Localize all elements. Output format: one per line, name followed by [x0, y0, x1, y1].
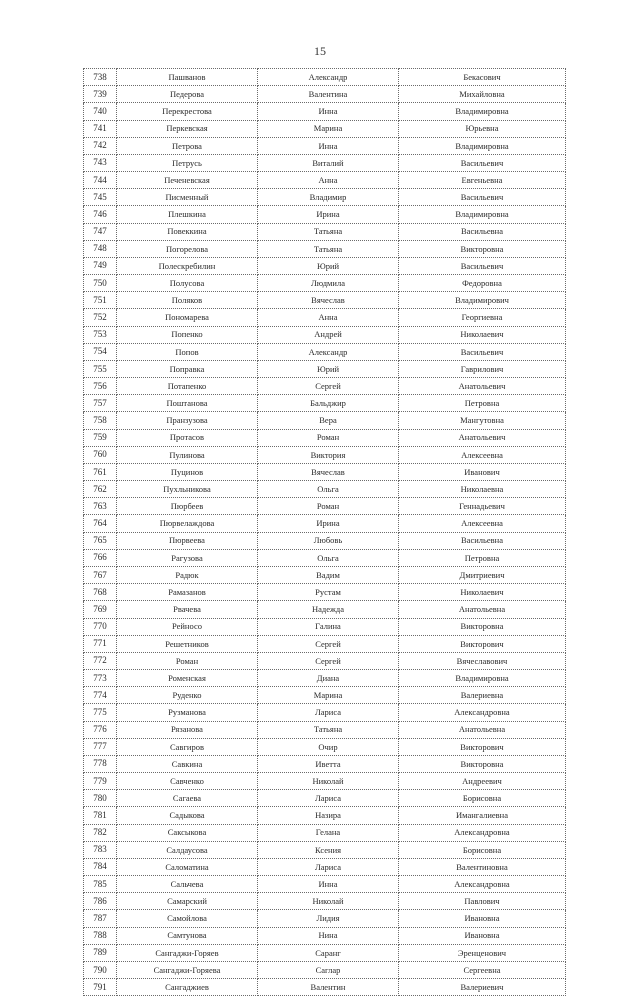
first-name-cell: Владимир: [258, 189, 399, 206]
row-number-cell: 751: [84, 292, 117, 309]
first-name-cell: Ксения: [258, 841, 399, 858]
patronymic-cell: Бекасович: [399, 69, 566, 86]
patronymic-cell: Евгеньевна: [399, 172, 566, 189]
last-name-cell: Поляков: [117, 292, 258, 309]
first-name-cell: Назира: [258, 807, 399, 824]
table-row: [84, 824, 566, 841]
patronymic-cell: Алексеевна: [399, 515, 566, 532]
last-name-cell: Полескребилин: [117, 257, 258, 274]
first-name-cell: Александр: [258, 69, 399, 86]
last-name-cell: Поправка: [117, 360, 258, 377]
row-number-cell: 770: [84, 618, 117, 635]
patronymic-cell: Васильевна: [399, 532, 566, 549]
row-number-cell: 786: [84, 893, 117, 910]
first-name-cell: Анна: [258, 309, 399, 326]
row-number-cell: 760: [84, 446, 117, 463]
first-name-cell: Вячеслав: [258, 463, 399, 480]
first-name-cell: Ирина: [258, 206, 399, 223]
table-row: [84, 189, 566, 206]
row-number-cell: 783: [84, 841, 117, 858]
last-name-cell: Потапенко: [117, 378, 258, 395]
first-name-cell: Виктория: [258, 446, 399, 463]
last-name-cell: Пранзузова: [117, 412, 258, 429]
first-name-cell: Андрей: [258, 326, 399, 343]
patronymic-cell: Вячеславович: [399, 652, 566, 669]
row-number-cell: 775: [84, 704, 117, 721]
table-row: [84, 910, 566, 927]
first-name-cell: Лидия: [258, 910, 399, 927]
first-name-cell: Сергей: [258, 635, 399, 652]
patronymic-cell: Николаевич: [399, 326, 566, 343]
first-name-cell: Инна: [258, 103, 399, 120]
first-name-cell: Валентина: [258, 86, 399, 103]
row-number-cell: 788: [84, 927, 117, 944]
row-number-cell: 738: [84, 69, 117, 86]
patronymic-cell: Александровна: [399, 876, 566, 893]
row-number-cell: 776: [84, 721, 117, 738]
last-name-cell: Плешкина: [117, 206, 258, 223]
patronymic-cell: Эренценович: [399, 944, 566, 961]
table-row: [84, 927, 566, 944]
last-name-cell: Полусова: [117, 275, 258, 292]
first-name-cell: Анна: [258, 172, 399, 189]
table-row: [84, 69, 566, 86]
row-number-cell: 747: [84, 223, 117, 240]
last-name-cell: Решетников: [117, 635, 258, 652]
table-row: [84, 292, 566, 309]
row-number-cell: 752: [84, 309, 117, 326]
table-row: [84, 154, 566, 171]
first-name-cell: Вадим: [258, 566, 399, 583]
first-name-cell: Сергей: [258, 378, 399, 395]
first-name-cell: Очир: [258, 738, 399, 755]
first-name-cell: Александр: [258, 343, 399, 360]
table-row: [84, 412, 566, 429]
patronymic-cell: Николаевич: [399, 584, 566, 601]
row-number-cell: 789: [84, 944, 117, 961]
row-number-cell: 764: [84, 515, 117, 532]
row-number-cell: 765: [84, 532, 117, 549]
first-name-cell: Диана: [258, 670, 399, 687]
patronymic-cell: Анатольевна: [399, 601, 566, 618]
table-row: [84, 790, 566, 807]
table-row: [84, 257, 566, 274]
first-name-cell: Ольга: [258, 481, 399, 498]
row-number-cell: 755: [84, 360, 117, 377]
first-name-cell: Татьяна: [258, 240, 399, 257]
last-name-cell: Самойлова: [117, 910, 258, 927]
row-number-cell: 749: [84, 257, 117, 274]
last-name-cell: Пюрбеев: [117, 498, 258, 515]
last-name-cell: Пуцинов: [117, 463, 258, 480]
page-number: 15: [314, 44, 326, 58]
name-list-table: [83, 68, 566, 996]
last-name-cell: Самтунова: [117, 927, 258, 944]
patronymic-cell: Ивановна: [399, 927, 566, 944]
table-row: [84, 893, 566, 910]
first-name-cell: Любовь: [258, 532, 399, 549]
last-name-cell: Радюк: [117, 566, 258, 583]
first-name-cell: Вера: [258, 412, 399, 429]
last-name-cell: Пухльникова: [117, 481, 258, 498]
patronymic-cell: Викторовна: [399, 618, 566, 635]
first-name-cell: Гелана: [258, 824, 399, 841]
table-row: [84, 738, 566, 755]
row-number-cell: 746: [84, 206, 117, 223]
first-name-cell: Лариса: [258, 858, 399, 875]
patronymic-cell: Валериевна: [399, 687, 566, 704]
last-name-cell: Попенко: [117, 326, 258, 343]
first-name-cell: Лариса: [258, 790, 399, 807]
row-number-cell: 766: [84, 549, 117, 566]
row-number-cell: 757: [84, 395, 117, 412]
row-number-cell: 780: [84, 790, 117, 807]
first-name-cell: Николай: [258, 773, 399, 790]
patronymic-cell: Иванович: [399, 463, 566, 480]
table-row: [84, 240, 566, 257]
patronymic-cell: Владимировна: [399, 103, 566, 120]
first-name-cell: Татьяна: [258, 721, 399, 738]
row-number-cell: 777: [84, 738, 117, 755]
patronymic-cell: Валериевич: [399, 979, 566, 996]
first-name-cell: Надежда: [258, 601, 399, 618]
last-name-cell: Роман: [117, 652, 258, 669]
first-name-cell: Инна: [258, 137, 399, 154]
patronymic-cell: Имангалиевна: [399, 807, 566, 824]
first-name-cell: Вячеслав: [258, 292, 399, 309]
patronymic-cell: Владимировна: [399, 670, 566, 687]
patronymic-cell: Владимировна: [399, 206, 566, 223]
last-name-cell: Сагаева: [117, 790, 258, 807]
patronymic-cell: Викторовна: [399, 755, 566, 772]
patronymic-cell: Владимирович: [399, 292, 566, 309]
patronymic-cell: Андреевич: [399, 773, 566, 790]
row-number-cell: 769: [84, 601, 117, 618]
patronymic-cell: Петровна: [399, 395, 566, 412]
last-name-cell: Пюрвелаждова: [117, 515, 258, 532]
first-name-cell: Лариса: [258, 704, 399, 721]
last-name-cell: Саксыкова: [117, 824, 258, 841]
table-row: [84, 944, 566, 961]
last-name-cell: Педерова: [117, 86, 258, 103]
first-name-cell: Виталий: [258, 154, 399, 171]
last-name-cell: Пюрвеева: [117, 532, 258, 549]
patronymic-cell: Павлович: [399, 893, 566, 910]
row-number-cell: 771: [84, 635, 117, 652]
last-name-cell: Перекрестова: [117, 103, 258, 120]
row-number-cell: 748: [84, 240, 117, 257]
last-name-cell: Садыкова: [117, 807, 258, 824]
table-row: [84, 961, 566, 978]
row-number-cell: 773: [84, 670, 117, 687]
last-name-cell: Писменный: [117, 189, 258, 206]
patronymic-cell: Васильевич: [399, 189, 566, 206]
table-row: [84, 618, 566, 635]
row-number-cell: 744: [84, 172, 117, 189]
first-name-cell: Ирина: [258, 515, 399, 532]
table-row: [84, 532, 566, 549]
table-row: [84, 172, 566, 189]
last-name-cell: Пономарева: [117, 309, 258, 326]
first-name-cell: Роман: [258, 429, 399, 446]
row-number-cell: 784: [84, 858, 117, 875]
patronymic-cell: Викторовна: [399, 240, 566, 257]
table-row: [84, 549, 566, 566]
last-name-cell: Перкевская: [117, 120, 258, 137]
row-number-cell: 740: [84, 103, 117, 120]
patronymic-cell: Гаврилович: [399, 360, 566, 377]
first-name-cell: Рустам: [258, 584, 399, 601]
first-name-cell: Юрий: [258, 257, 399, 274]
first-name-cell: Ольга: [258, 549, 399, 566]
row-number-cell: 754: [84, 343, 117, 360]
patronymic-cell: Михайловна: [399, 86, 566, 103]
table-row: [84, 635, 566, 652]
last-name-cell: Рузманова: [117, 704, 258, 721]
table-row: [84, 858, 566, 875]
last-name-cell: Петрусь: [117, 154, 258, 171]
patronymic-cell: Александровна: [399, 824, 566, 841]
table-row: [84, 979, 566, 996]
row-number-cell: 779: [84, 773, 117, 790]
first-name-cell: Саранг: [258, 944, 399, 961]
last-name-cell: Пулинова: [117, 446, 258, 463]
last-name-cell: Сальчева: [117, 876, 258, 893]
first-name-cell: Галина: [258, 618, 399, 635]
table-row: [84, 360, 566, 377]
row-number-cell: 790: [84, 961, 117, 978]
last-name-cell: Рамазанов: [117, 584, 258, 601]
table-row: [84, 704, 566, 721]
last-name-cell: Погорелова: [117, 240, 258, 257]
row-number-cell: 750: [84, 275, 117, 292]
last-name-cell: Поштанова: [117, 395, 258, 412]
first-name-cell: Роман: [258, 498, 399, 515]
row-number-cell: 742: [84, 137, 117, 154]
row-number-cell: 741: [84, 120, 117, 137]
table-row: [84, 515, 566, 532]
patronymic-cell: Викторович: [399, 738, 566, 755]
patronymic-cell: Васильевич: [399, 257, 566, 274]
row-number-cell: 782: [84, 824, 117, 841]
last-name-cell: Сангаджиев: [117, 979, 258, 996]
table-row: [84, 498, 566, 515]
last-name-cell: Протасов: [117, 429, 258, 446]
first-name-cell: Инна: [258, 876, 399, 893]
row-number-cell: 767: [84, 566, 117, 583]
table-row: [84, 687, 566, 704]
patronymic-cell: Петровна: [399, 549, 566, 566]
row-number-cell: 778: [84, 755, 117, 772]
row-number-cell: 756: [84, 378, 117, 395]
table-row: [84, 601, 566, 618]
patronymic-cell: Ивановна: [399, 910, 566, 927]
patronymic-cell: Александровна: [399, 704, 566, 721]
row-number-cell: 753: [84, 326, 117, 343]
last-name-cell: Савгиров: [117, 738, 258, 755]
patronymic-cell: Владимировна: [399, 137, 566, 154]
patronymic-cell: Васильевич: [399, 343, 566, 360]
patronymic-cell: Дмитриевич: [399, 566, 566, 583]
table-row: [84, 86, 566, 103]
last-name-cell: Печеневская: [117, 172, 258, 189]
row-number-cell: 768: [84, 584, 117, 601]
row-number-cell: 774: [84, 687, 117, 704]
row-number-cell: 781: [84, 807, 117, 824]
patronymic-cell: Васильевич: [399, 154, 566, 171]
table-row: [84, 395, 566, 412]
table-row: [84, 721, 566, 738]
first-name-cell: Татьяна: [258, 223, 399, 240]
table-row: [84, 206, 566, 223]
last-name-cell: Рвачева: [117, 601, 258, 618]
patronymic-cell: Федоровна: [399, 275, 566, 292]
table-row: [84, 463, 566, 480]
table-row: [84, 670, 566, 687]
first-name-cell: Иветта: [258, 755, 399, 772]
patronymic-cell: Николаевна: [399, 481, 566, 498]
patronymic-cell: Анатольевич: [399, 429, 566, 446]
patronymic-cell: Валентиновна: [399, 858, 566, 875]
table-row: [84, 773, 566, 790]
table-row: [84, 446, 566, 463]
table-row: [84, 275, 566, 292]
patronymic-cell: Георгиевна: [399, 309, 566, 326]
table-row: [84, 120, 566, 137]
row-number-cell: 745: [84, 189, 117, 206]
last-name-cell: Пашванов: [117, 69, 258, 86]
table-row: [84, 807, 566, 824]
first-name-cell: Юрий: [258, 360, 399, 377]
last-name-cell: Самарский: [117, 893, 258, 910]
last-name-cell: Салдаусова: [117, 841, 258, 858]
table-row: [84, 378, 566, 395]
last-name-cell: Савченко: [117, 773, 258, 790]
table-row: [84, 566, 566, 583]
row-number-cell: 772: [84, 652, 117, 669]
patronymic-cell: Мангутовна: [399, 412, 566, 429]
table-row: [84, 103, 566, 120]
row-number-cell: 758: [84, 412, 117, 429]
table-row: [84, 343, 566, 360]
patronymic-cell: Васильевна: [399, 223, 566, 240]
last-name-cell: Рагузова: [117, 549, 258, 566]
last-name-cell: Рейносо: [117, 618, 258, 635]
row-number-cell: 763: [84, 498, 117, 515]
patronymic-cell: Викторович: [399, 635, 566, 652]
row-number-cell: 759: [84, 429, 117, 446]
table-row: [84, 481, 566, 498]
last-name-cell: Повеккина: [117, 223, 258, 240]
row-number-cell: 785: [84, 876, 117, 893]
row-number-cell: 739: [84, 86, 117, 103]
last-name-cell: Руденко: [117, 687, 258, 704]
patronymic-cell: Борисовна: [399, 841, 566, 858]
table-row: [84, 223, 566, 240]
table-row: [84, 326, 566, 343]
row-number-cell: 787: [84, 910, 117, 927]
last-name-cell: Сангаджи-Горяев: [117, 944, 258, 961]
table-row: [84, 309, 566, 326]
row-number-cell: 762: [84, 481, 117, 498]
patronymic-cell: Алексеевна: [399, 446, 566, 463]
patronymic-cell: Анатольевна: [399, 721, 566, 738]
last-name-cell: Роменская: [117, 670, 258, 687]
last-name-cell: Сангаджи-Горяева: [117, 961, 258, 978]
name-list-body: [84, 69, 566, 996]
table-row: [84, 841, 566, 858]
first-name-cell: Марина: [258, 687, 399, 704]
last-name-cell: Савкина: [117, 755, 258, 772]
table-row: [84, 876, 566, 893]
last-name-cell: Саломатина: [117, 858, 258, 875]
last-name-cell: Попов: [117, 343, 258, 360]
first-name-cell: Людмила: [258, 275, 399, 292]
table-row: [84, 652, 566, 669]
last-name-cell: Рязанова: [117, 721, 258, 738]
last-name-cell: Петрова: [117, 137, 258, 154]
first-name-cell: Николай: [258, 893, 399, 910]
first-name-cell: Нина: [258, 927, 399, 944]
row-number-cell: 761: [84, 463, 117, 480]
row-number-cell: 743: [84, 154, 117, 171]
table-row: [84, 584, 566, 601]
first-name-cell: Марина: [258, 120, 399, 137]
row-number-cell: 791: [84, 979, 117, 996]
first-name-cell: Саглар: [258, 961, 399, 978]
table-row: [84, 755, 566, 772]
table-row: [84, 137, 566, 154]
table-row: [84, 429, 566, 446]
first-name-cell: Сергей: [258, 652, 399, 669]
patronymic-cell: Юрьевна: [399, 120, 566, 137]
patronymic-cell: Сергеевна: [399, 961, 566, 978]
patronymic-cell: Борисовна: [399, 790, 566, 807]
patronymic-cell: Анатольевич: [399, 378, 566, 395]
first-name-cell: Валентин: [258, 979, 399, 996]
patronymic-cell: Геннадьевич: [399, 498, 566, 515]
first-name-cell: Бальджир: [258, 395, 399, 412]
